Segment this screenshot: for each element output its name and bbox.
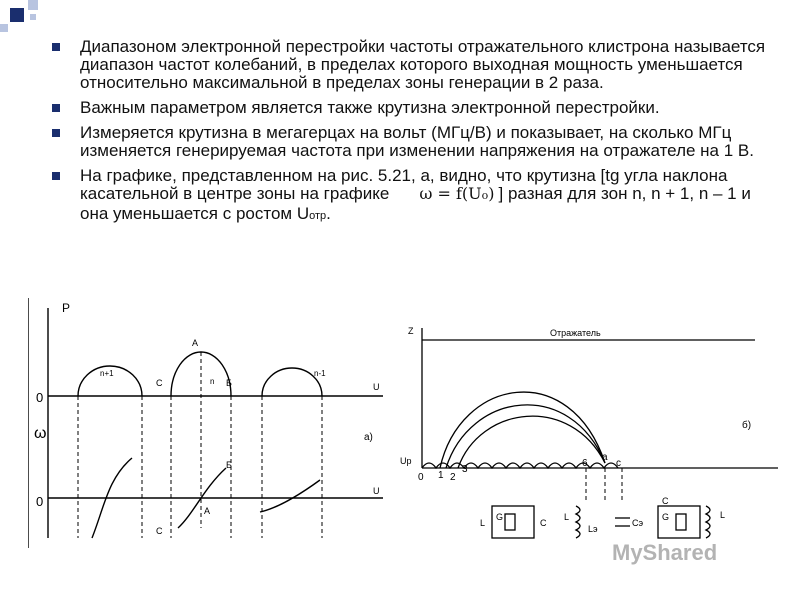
diagram-b xyxy=(400,318,790,568)
bullet-list xyxy=(52,38,772,232)
label-c1: C xyxy=(540,518,547,528)
bullet-mark xyxy=(52,43,60,51)
label-z: Z xyxy=(408,326,414,336)
label-reflector: Отражатель xyxy=(550,328,601,338)
circuit-3-coil xyxy=(706,506,710,538)
label-g1: G xyxy=(496,512,504,522)
circuit-1-g xyxy=(505,514,515,530)
corner-square-2 xyxy=(28,0,38,10)
label-1: 1 xyxy=(438,470,444,481)
bullet-4-end: . xyxy=(326,204,331,223)
omega-curve-3 xyxy=(260,480,320,512)
watermark: MyShared xyxy=(612,540,718,565)
label-ce: Cэ xyxy=(632,518,644,528)
diagram-a xyxy=(28,298,388,548)
label-a-b: a xyxy=(602,452,608,463)
bullet-2-text: Важным параметром является также крутизна электронной перестройки. xyxy=(80,98,660,117)
bullet-3 xyxy=(52,124,772,160)
label-c-b: c xyxy=(616,458,621,469)
label-3: 3 xyxy=(462,464,468,475)
bullet-4-text-after: ] разная для зон n, n + 1, n – 1 и она уменьшается с ростом U xyxy=(80,184,751,223)
formula xyxy=(419,185,494,205)
label-l2: L xyxy=(564,512,570,522)
label-g3: G xyxy=(662,512,670,522)
label-zero-b: 0 xyxy=(418,472,424,483)
label-l3: L xyxy=(720,510,726,520)
bullet-4-sub: отр xyxy=(309,210,327,222)
label-c-top: C xyxy=(156,378,163,388)
circuit-3-g xyxy=(676,514,686,530)
formula-main: ω = f(U xyxy=(419,184,482,203)
label-u-top: U xyxy=(373,382,380,392)
corner-square-4 xyxy=(30,14,36,20)
caption-a: а) xyxy=(364,432,373,443)
formula-end: ) xyxy=(488,184,495,203)
bullet-2 xyxy=(52,99,772,117)
label-a-top: A xyxy=(192,338,199,348)
label-up: Up xyxy=(400,456,412,466)
label-zone-n: n xyxy=(210,377,215,386)
bunch-waves xyxy=(422,463,618,468)
bullet-3-text: Измеряется крутизна в мегагерцах на вольт (МГц/В) и показывает, на сколько МГц изменяется генерируемая частота при изменении напряжения на отражателе на 1 В. xyxy=(80,123,754,160)
bullet-mark xyxy=(52,172,60,180)
circuit-3-frame xyxy=(658,506,700,538)
label-6: 6 xyxy=(582,458,588,469)
bullet-4 xyxy=(52,167,772,225)
circuit-2-coil xyxy=(576,506,580,538)
label-l1: L xyxy=(480,518,486,528)
label-omega: ω xyxy=(34,425,47,442)
bullet-1 xyxy=(52,38,772,92)
bullet-4-text-before: На графике, представленном на рис. 5.21, а, видно, что крутизна [tg угла наклона касательной в центре зоны на графике xyxy=(80,166,728,203)
bullet-mark xyxy=(52,129,60,137)
label-c3: C xyxy=(662,496,669,506)
bullet-mark xyxy=(52,104,60,112)
label-p: P xyxy=(62,301,71,315)
label-le: Lэ xyxy=(588,524,598,534)
trajectory-1 xyxy=(440,392,605,468)
label-zone-n-1: n-1 xyxy=(314,369,326,378)
label-zero-top: 0 xyxy=(36,390,44,405)
label-u-bottom: U xyxy=(373,486,380,496)
label-b-bottom: Б xyxy=(226,460,232,470)
circuit-1-frame xyxy=(492,506,534,538)
label-a-bottom: A xyxy=(204,506,211,516)
zone-n-1-curve xyxy=(262,368,322,396)
label-zero-bottom: 0 xyxy=(36,494,44,509)
corner-square-3 xyxy=(0,24,8,32)
bullet-1-text: Диапазоном электронной перестройки частоты отражательного клистрона называется диапазон частот колебаний, в пределах которого выходная мощность уменьшается относительно максимальной в пределах зоны генерации в 2 раза. xyxy=(80,37,766,92)
label-2: 2 xyxy=(450,472,456,483)
label-b-top: Б xyxy=(226,378,232,388)
caption-b: б) xyxy=(742,420,752,431)
formula-sub: o xyxy=(481,189,489,202)
label-c-bottom: C xyxy=(156,526,163,536)
corner-square-1 xyxy=(10,8,24,22)
label-zone-n1: n+1 xyxy=(100,369,114,378)
